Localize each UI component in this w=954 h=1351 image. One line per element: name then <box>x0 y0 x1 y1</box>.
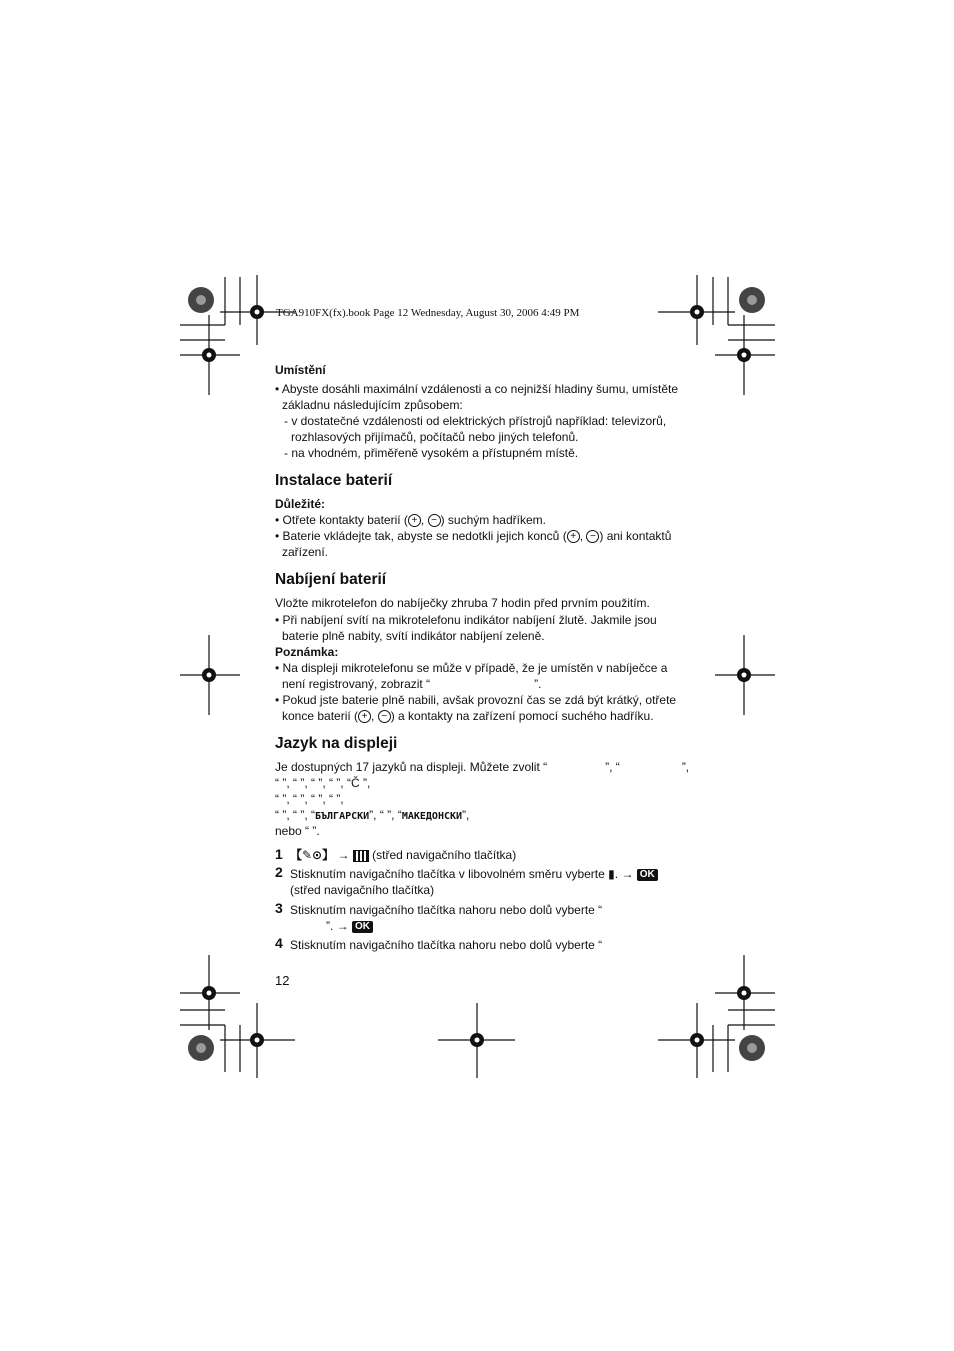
plus-terminal-icon: + <box>408 514 421 527</box>
install-bullet1: • Otřete kontakty baterií ( + , − ) suchým hadříkem. <box>275 513 546 527</box>
install-important: Důležité: <box>275 497 326 511</box>
install-title: Instalace baterií <box>275 472 393 489</box>
language-line4: “ ”, “ ”, “БЪЛГАРСКИ”, “ ”, “МАКЕДОНСКИ”, <box>275 808 470 822</box>
ok-key-icon: OK <box>637 869 658 881</box>
plus-terminal-icon: + <box>567 530 580 543</box>
placement-bullet-line1: • Abyste dosáhli maximální vzdálenosti a co nejnižší hladiny šumu, umístěte <box>275 382 679 396</box>
note1-line1: • Na displeji mikrotelefonu se může v případě, že je umístěn v nabíječce a <box>275 661 668 675</box>
placement-heading: Umístění <box>275 363 326 377</box>
page-number: 12 <box>275 973 290 988</box>
placement-bullet-line2: základnu následujícím způsobem: <box>282 398 463 412</box>
step-3-number: 3 <box>275 900 283 916</box>
step-2-number: 2 <box>275 864 283 880</box>
menu-key-icon: 【✎⊙】 <box>290 848 335 862</box>
charging-intro: Vložte mikrotelefon do nabíječky zhruba 7 hodin před prvním použitím. <box>275 596 650 610</box>
minus-terminal-icon: − <box>586 530 599 543</box>
handset-icon: ▮ <box>608 867 615 881</box>
arrow-icon: → <box>621 867 634 881</box>
note1-line2: není registrovaný, zobrazit “ ”. <box>282 677 542 691</box>
placement-dash1-line2: rozhlasových přijímačů, počítačů nebo jiných telefonů. <box>291 430 579 444</box>
step-4-number: 4 <box>275 935 283 951</box>
step-4-text: Stisknutím navigačního tlačítka nahoru nebo dolů vyberte “ <box>290 938 603 952</box>
placement-dash2: - na vhodném, přiměřeně vysokém a přístupném místě. <box>284 446 579 460</box>
arrow-icon: → <box>336 919 349 933</box>
language-line1: Je dostupných 17 jazyků na displeji. Můžete zvolit “ ”, “ ”, <box>275 760 690 774</box>
language-line5: nebo “ ”. <box>275 824 320 838</box>
step-1-number: 1 <box>275 846 283 862</box>
minus-terminal-icon: − <box>428 514 441 527</box>
charging-bullet-line2: baterie plně nabity, svítí indikátor nabíjení zeleně. <box>282 629 545 643</box>
charging-bullet-line1: • Při nabíjení svítí na mikrotelefonu indikátor nabíjení žlutě. Jakmile jsou <box>275 613 657 627</box>
language-title: Jazyk na displeji <box>275 735 398 752</box>
step-3-line2: ”. → OK <box>326 918 373 934</box>
step-1-text: 【✎⊙】 → (střed navigačního tlačítka) <box>290 848 517 862</box>
placement-dash1-line1: - v dostatečné vzdálenosti od elektrických přístrojů například: televizorů, <box>284 414 667 428</box>
menu-grid-icon <box>353 850 369 862</box>
file-info-header: TGA910FX(fx).book Page 12 Wednesday, August 30, 2006 4:49 PM <box>276 307 580 319</box>
ok-key-icon: OK <box>352 921 373 933</box>
charging-note: Poznámka: <box>275 645 339 659</box>
minus-terminal-icon: − <box>378 710 391 723</box>
language-bulgarian: БЪЛГАРСКИ <box>314 811 370 822</box>
language-line2: “ ”, “ ”, “ ”, “ ”, “Č ”, <box>275 776 371 790</box>
step-2-line2: (střed navigačního tlačítka) <box>290 883 435 897</box>
language-macedonian: МАКЕДОНСКИ <box>401 811 463 822</box>
plus-terminal-icon: + <box>358 710 371 723</box>
step-2-text: Stisknutím navigačního tlačítka v libovolném směru vyberte ▮. → OK <box>290 866 658 882</box>
charging-title: Nabíjení baterií <box>275 571 387 588</box>
install-bullet2-line2: zařízení. <box>282 545 329 559</box>
language-line3: “ ”, “ ”, “ ”, “ ”, <box>275 792 344 806</box>
note2-line2: konce baterií ( + , − ) a kontakty na zařízení pomocí suchého hadříku. <box>282 709 654 723</box>
step-3-text: Stisknutím navigačního tlačítka nahoru nebo dolů vyberte “ <box>290 903 603 917</box>
note2-line1: • Pokud jste baterie plně nabili, avšak provozní čas se zdá být krátký, otřete <box>275 693 677 707</box>
arrow-icon: → <box>337 848 350 862</box>
install-bullet2: • Baterie vkládejte tak, abyste se nedotkli jejich konců ( + , − ) ani kontaktů <box>275 529 672 543</box>
